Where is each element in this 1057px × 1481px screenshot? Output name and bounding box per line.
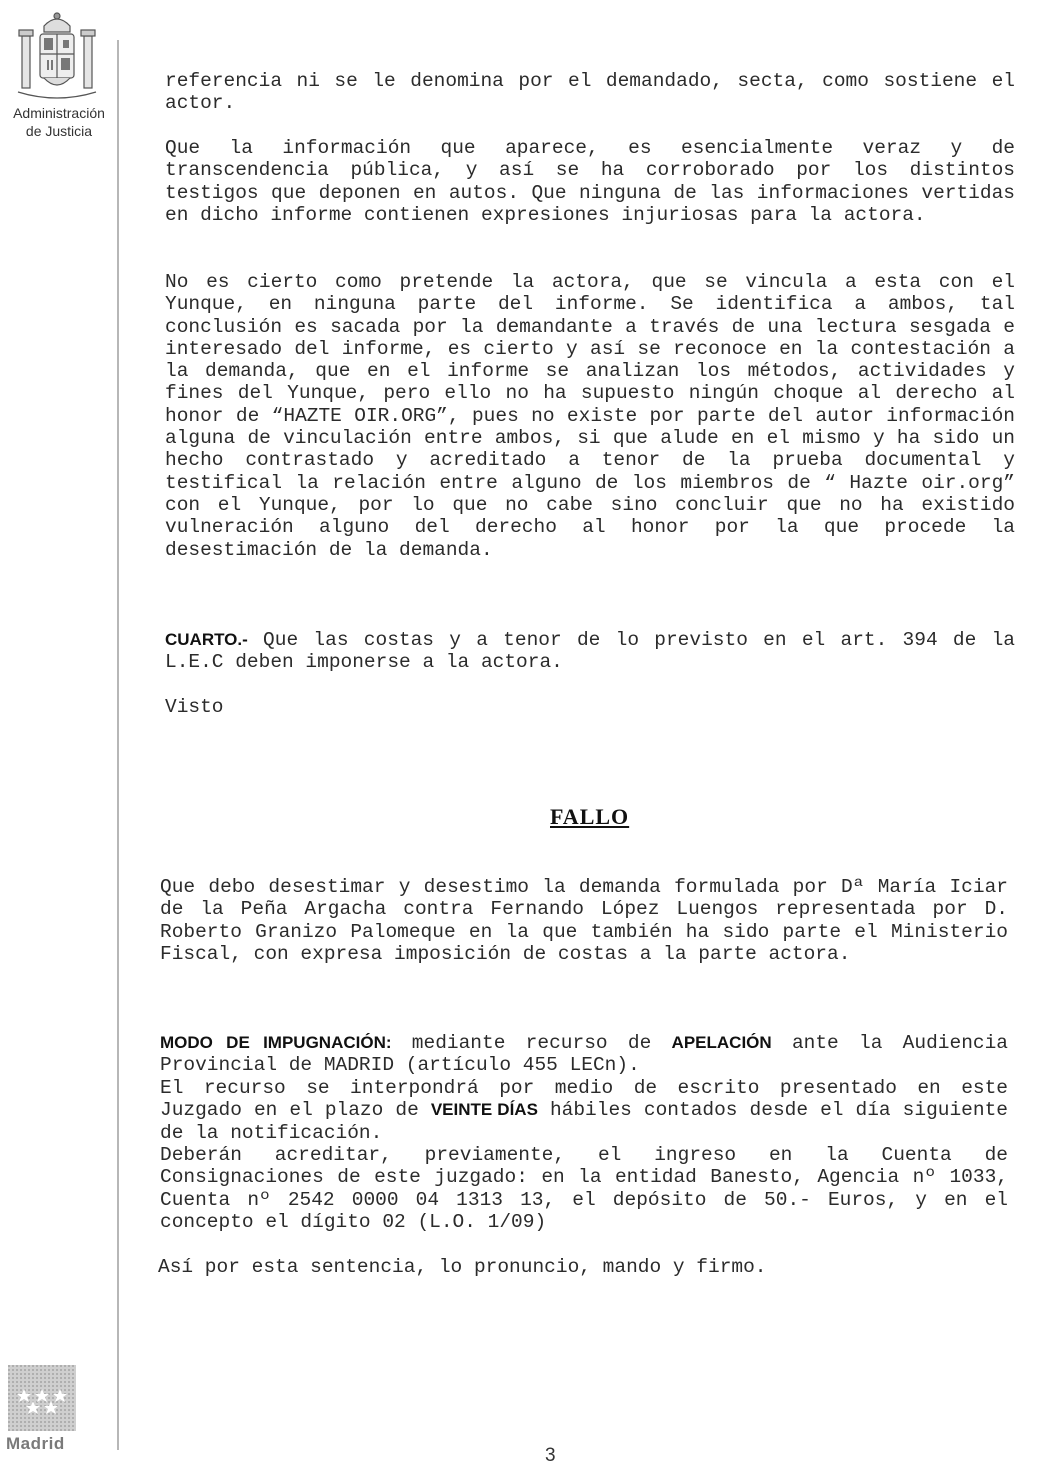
paragraph-impugnacion [160,1032,1008,1077]
paragraph-recurso [160,1077,1008,1144]
recurso-text-1: El recurso se interpondrá por medio de escrito presentado en este Juzgado en el plazo de [160,1077,1008,1122]
coat-of-arms-icon [14,8,100,104]
issuer-line-1: Administración [13,105,105,121]
paragraph-fallo: Que debo desestimar y desestimo la demanda formulada por Dª María Iciar de la Peña Argacha contra Fernando López Luengos representada por D. Roberto Granizo Palomeque en la que también ha sido parte el Ministerio Fiscal, con expresa imposición de costas a la parte actora. [160,876,1008,965]
paragraph-cuarto [165,629,1015,674]
recurso-text-2: hábiles contados desde el día siguiente de la notificación. [160,1099,1008,1144]
issuer-line-2: de Justicia [25,123,93,139]
cuarto-text: Que las costas y a tenor de lo previsto en el art. 394 de la L.E.C deben imponerse a la actora. [165,629,1015,674]
madrid-label: Madrid [6,1434,65,1453]
modo-text-2: ante la Audiencia Provincial de MADRID (artículo 455 LECn). [160,1032,1009,1077]
margin-rule [117,40,119,1450]
madrid-stars-logo-icon [8,1365,76,1431]
apelacion-label: APELACIÓN [671,1033,772,1052]
fallo-heading: FALLO [550,804,630,829]
paragraph-deposito: Deberán acreditar, previamente, el ingreso en la Cuenta de Consignaciones de este juzgado: en la entidad Banesto, Agencia nº 1033, Cuenta nº 2542 0000 04 1313 13, el depósito de 50.- Euros, y en el concepto el dígito 02 (L.O. 1/09) [160,1144,1008,1233]
modo-text-1: mediante recurso de [391,1032,672,1054]
visto-text: Visto [165,696,224,718]
closing-line: Así por esta sentencia, lo pronuncio, mando y firmo. [158,1256,767,1278]
page-number: 3 [545,1445,556,1466]
veinte-dias-label: VEINTE DÍAS [430,1100,538,1120]
paragraph-secta: referencia ni se le denomina por el demandado, secta, como sostiene el actor. [165,70,1015,115]
cuarto-label: CUARTO.- [165,630,248,649]
issuer-label [0,104,118,140]
paragraph-informacion: Que la información que aparece, es esencialmente veraz y de transcendencia pública, y así se ha corroborado por los distintos testigos que deponen en autos. Que ninguna de las informaciones vertidas en dicho informe contienen expresiones injuriosas para la actora. [165,137,1015,226]
modo-label: MODO DE IMPUGNACIÓN: [160,1033,392,1052]
paragraph-yunque: No es cierto como pretende la actora, que se vincula a esta con el Yunque, en ninguna parte del informe. Se identifica a ambos, tal conclusión es sacada por la demandante a través de una lectura sesgada e interesado del informe, es cierto y así se reconoce en la contestación a la demanda, que en el informe se analizan los métodos, actividades y fines del Yunque, pero ello no ha supuesto ningún choque al derecho al honor de “HAZTE OIR.ORG”, pues no existe por parte del autor información alguna de vinculación entre ambos, si que alude en el mismo y ha sido un hecho contrastado y acreditado a tenor de la prueba documental y testifical la relación entre alguno de los miembros de “ Hazte oir.org” con el Yunque, por lo que no cabe sino concluir que no ha existido vulneración alguno del derecho al honor por la que procede la desestimación de la demanda. [165,271,1015,561]
